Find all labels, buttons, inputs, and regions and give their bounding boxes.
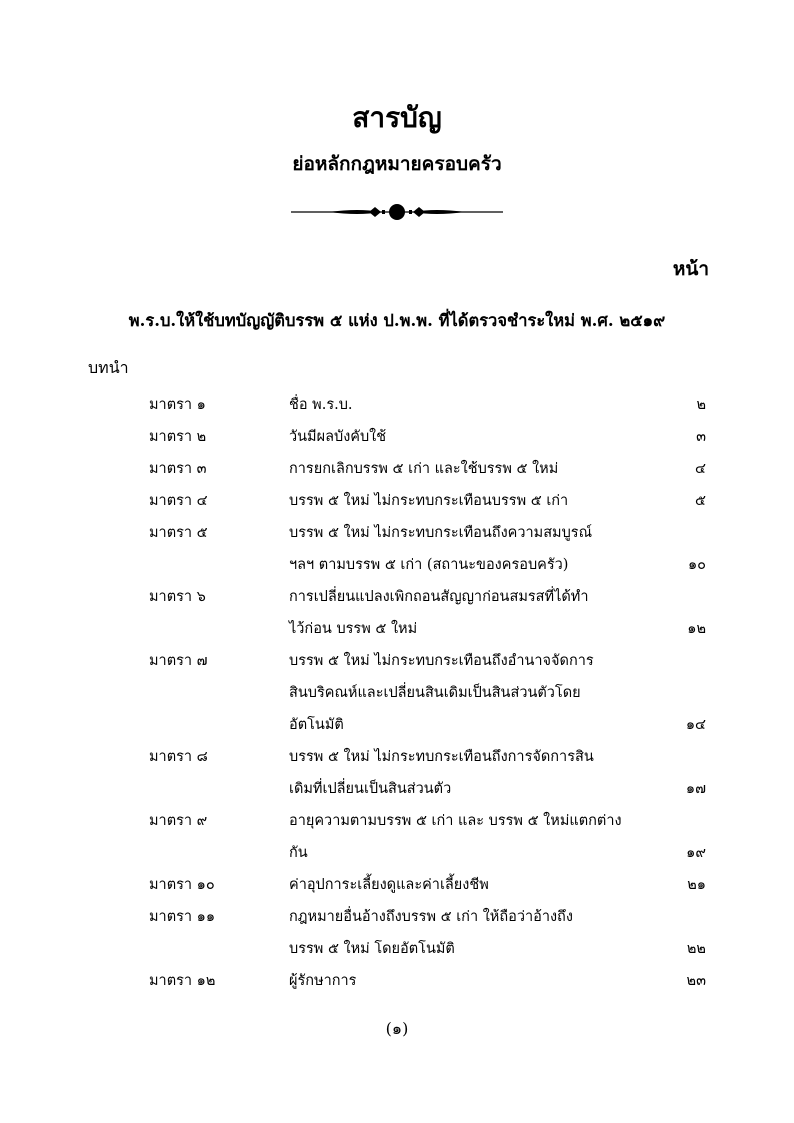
toc-entry-text: บรรพ ๕ ใหม่ ไม่กระทบกระเทือนถึงอำนาจจัดการ (289, 653, 594, 669)
toc-entry-line (0, 805, 794, 837)
act-title: พ.ร.บ.ให้ใช้บทบัญญัติบรรพ ๕ แห่ง ป.พ.พ. ที่ได้ตรวจชำระใหม่ พ.ศ. ๒๕๑๙ (128, 311, 666, 330)
toc-entry (0, 581, 794, 645)
toc-section-number: มาตรา ๑๐ (149, 877, 215, 893)
toc-entry (0, 517, 794, 581)
toc-page-number: ๒ (696, 397, 706, 413)
toc-entry-text: การเปลี่ยนแปลงเพิกถอนสัญญาก่อนสมรสที่ได้ทำ (289, 589, 589, 605)
toc-entry-text: สินบริคณห์และเปลี่ยนสินเดิมเป็นสินส่วนตัวโดย (289, 685, 581, 701)
intro-label: บทนำ (88, 358, 129, 377)
toc-page-number: ๔ (695, 461, 706, 477)
ornament-divider-icon (289, 200, 505, 224)
toc-entry-line (0, 549, 794, 581)
toc-entry (0, 453, 794, 485)
toc-entry (0, 741, 794, 805)
toc-entry (0, 965, 794, 997)
table-of-contents (0, 389, 794, 997)
toc-entry-text: กฎหมายอื่นอ้างถึงบรรพ ๕ เก่า ให้ถือว่าอ้างถึง (289, 909, 573, 925)
toc-entry-text: ฯลฯ ตามบรรพ ๕ เก่า (สถานะของครอบครัว) (289, 557, 569, 573)
toc-entry-line (0, 581, 794, 613)
toc-entry-line (0, 677, 794, 709)
toc-page-number: ๕ (695, 493, 706, 509)
toc-entry-line (0, 389, 794, 421)
toc-section-number: มาตรา ๘ (149, 749, 208, 765)
toc-page-number: ๒๒ (686, 941, 706, 957)
toc-page-number: ๓ (696, 429, 706, 445)
toc-page-number: ๑๐ (687, 557, 706, 573)
toc-page-number: ๑๗ (685, 781, 706, 797)
page-subtitle: ย่อหลักกฎหมายครอบครัว (292, 153, 502, 175)
toc-entry-text: วันมีผลบังคับใช้ (289, 429, 387, 445)
toc-entry-line (0, 869, 794, 901)
toc-section-number: มาตรา ๑๑ (149, 909, 216, 925)
toc-entry-text: ไว้ก่อน บรรพ ๕ ใหม่ (289, 621, 418, 637)
toc-section-number: มาตรา ๙ (149, 813, 208, 829)
toc-entry-line (0, 613, 794, 645)
toc-entry-line (0, 773, 794, 805)
toc-entry-line (0, 933, 794, 965)
toc-entry (0, 421, 794, 453)
toc-page-number: ๑๔ (685, 717, 706, 733)
toc-entry-line (0, 837, 794, 869)
toc-entry-text: บรรพ ๕ ใหม่ ไม่กระทบกระเทือนบรรพ ๕ เก่า (289, 493, 569, 509)
toc-entry-line (0, 709, 794, 741)
toc-entry (0, 645, 794, 741)
toc-entry-line (0, 421, 794, 453)
toc-section-number: มาตรา ๕ (149, 525, 208, 541)
toc-entry-line (0, 741, 794, 773)
toc-page-number: ๒๑ (687, 877, 706, 893)
toc-section-number: มาตรา ๗ (149, 653, 208, 669)
toc-entry-text: ผู้รักษาการ (289, 973, 357, 989)
toc-section-number: มาตรา ๒ (149, 429, 207, 445)
toc-entry-text: อายุความตามบรรพ ๕ เก่า และ บรรพ ๕ ใหม่แตกต่าง (289, 813, 622, 829)
toc-entry-line (0, 517, 794, 549)
toc-entry-text: การยกเลิกบรรพ ๕ เก่า และใช้บรรพ ๕ ใหม่ (289, 461, 559, 477)
toc-entry (0, 869, 794, 901)
toc-entry-text: กัน (289, 845, 308, 861)
toc-entry-line (0, 901, 794, 933)
toc-entry-line (0, 965, 794, 997)
toc-section-number: มาตรา ๖ (149, 589, 206, 605)
toc-entry-text: ค่าอุปการะเลี้ยงดูและค่าเลี้ยงชีพ (289, 877, 489, 893)
toc-entry (0, 485, 794, 517)
toc-entry-text: บรรพ ๕ ใหม่ ไม่กระทบกระเทือนถึงการจัดการสิน (289, 749, 594, 765)
page-title: สารบัญ (352, 101, 442, 134)
toc-entry-text: เดิมที่เปลี่ยนเป็นสินส่วนตัว (289, 781, 452, 797)
toc-entry (0, 901, 794, 965)
toc-entry-line (0, 485, 794, 517)
toc-section-number: มาตรา ๓ (149, 461, 207, 477)
toc-entry (0, 389, 794, 421)
toc-page-number: ๑๒ (687, 621, 706, 637)
toc-page-number: ๒๓ (686, 973, 706, 989)
toc-entry-text: อัตโนมัติ (289, 717, 344, 733)
toc-page-number: ๑๙ (686, 845, 706, 861)
toc-entry-text: บรรพ ๕ ใหม่ โดยอัตโนมัติ (289, 941, 455, 957)
toc-section-number: มาตรา ๑๒ (149, 973, 216, 989)
toc-entry-line (0, 453, 794, 485)
toc-section-number: มาตรา ๑ (149, 397, 206, 413)
page-column-header: หน้า (672, 258, 709, 280)
toc-entry-text: บรรพ ๕ ใหม่ ไม่กระทบกระเทือนถึงความสมบูรณ์ (289, 525, 593, 541)
toc-entry-line (0, 645, 794, 677)
toc-entry (0, 805, 794, 869)
toc-entry-text: ชื่อ พ.ร.บ. (289, 397, 353, 413)
page-number: (๑) (385, 1019, 409, 1038)
toc-section-number: มาตรา ๔ (149, 493, 208, 509)
